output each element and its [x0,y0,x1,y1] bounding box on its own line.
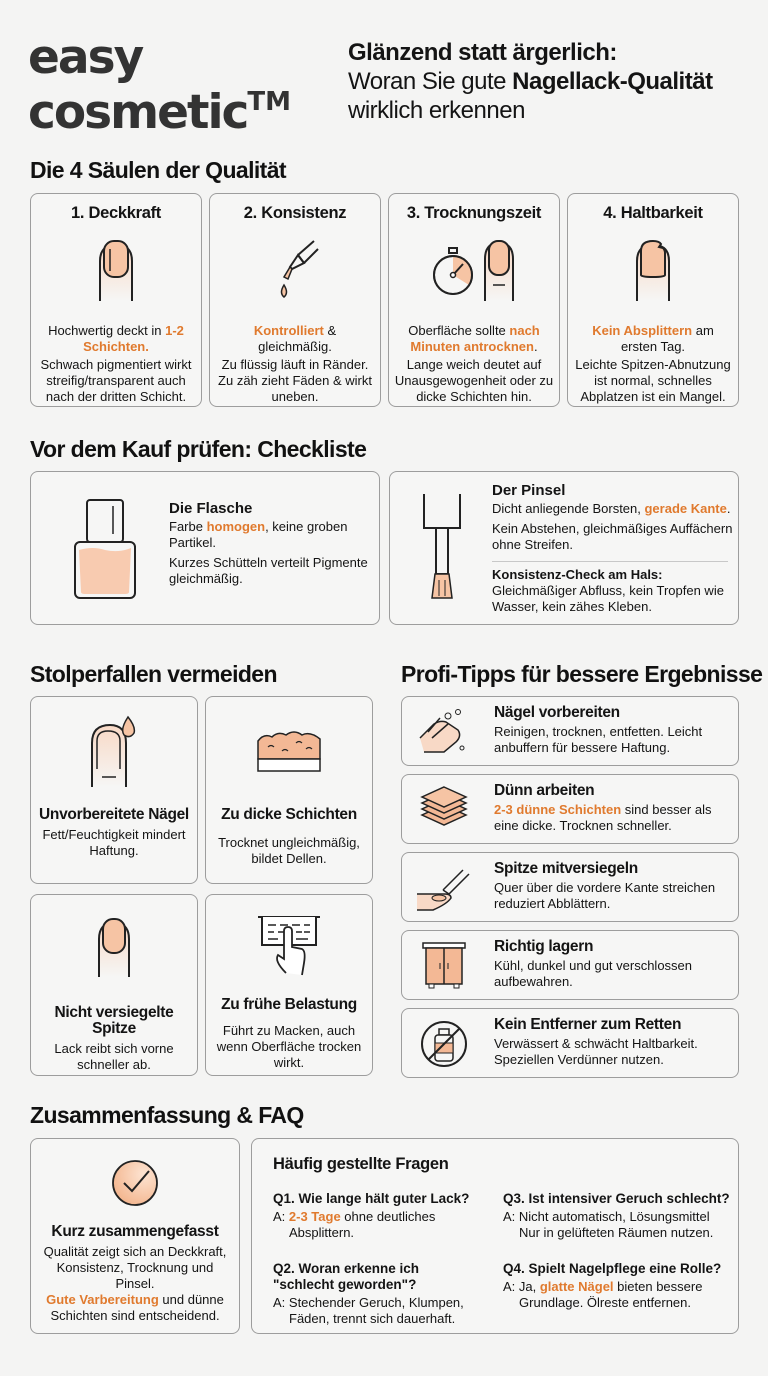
checklist-card-bottle: Die Flasche Farbe homogen, keine groben Partikel. Kurzes Schütteln verteilt Pigmente gleichmäßig. [30,471,380,625]
faq-item-q4: Q4. Spielt Nagelpflege eine Rolle? A: Ja, glatte Nägel bieten bessere Grundlage. Ölreste entfernen. [503,1261,722,1310]
fingernail-icon [31,231,201,307]
faq-card: Häufig gestellte Fragen Q1. Wie lange hält guter Lack? A: 2-3 Tage ohne deutliches Absplittern. Q2. Woran erkenne ich "schlecht geworden"? A: Stechender Geruch, Klumpen, Fäden, trennt sich dauerhaft. Q3. Ist intensiver Geruch schlecht? A: Nicht automatisch, Lösungsmittel Nur in gelüfteten Räumen nutzen. Q4. Spielt Nagelpflege eine Rolle? A: Ja, glatte Nägel bieten bessere Grundlage. Ölreste entfernen. [251,1138,739,1334]
tip-card-seal-tip: Spitze mitversiegeln Quer über die vordere Kante streichen reduziert Abblättern. [401,852,739,922]
pillar-title: 2. Konsistenz [243,204,347,222]
brush-icon [420,492,464,607]
fingernail-icon [31,907,197,987]
section-title-pillars: Die 4 Säulen der Qualität [30,157,286,183]
section-title-pitfalls: Stolperfallen vermeiden [30,661,277,687]
pitfall-card-unsealed-tip: Nicht versiegelte Spitze Lack reibt sich vorne schneller ab. [30,894,198,1076]
layers-icon [416,783,472,837]
pitfall-card-early-stress: Zu frühe Belastung Führt zu Macken, auch wenn Oberfläche trocken wirkt. [205,894,373,1076]
page-headline: Glänzend statt ärgerlich: Woran Sie gute Nagellack-Qualität wirklich erkennen [348,39,713,124]
thick-layer-icon [206,711,372,791]
painting-nail-tip-icon [416,861,472,915]
pillar-card-konsistenz: 2. Konsistenz Kontrolliert & gleichmäßig. Zu flüssig läuft in Ränder. Zu zäh zieht Fäden & wirkt uneben. [209,193,381,407]
no-remover-icon [416,1017,472,1071]
faq-item-q2: Q2. Woran erkenne ich "schlecht geworden"? A: Stechender Geruch, Klumpen, Fäden, trennt sich dauerhaft. [273,1261,464,1326]
pillar-title: 3. Trocknungszeit [406,204,542,222]
pillar-card-trocknungszeit: 3. Trocknungszeit Oberfläche sollte nach Minuten antrocknen. Lange weich deutet auf Unausgewogenheit oder zu dicke Schichten hin. [388,193,560,407]
pitfall-card-unprepared: Unvorbereitete Nägel Fett/Feuchtigkeit mindert Haftung. [30,696,198,884]
wet-nail-icon [31,711,197,791]
pitfall-card-thick-layers: Zu dicke Schichten Trocknet ungleichmäßig, bildet Dellen. [205,696,373,884]
brand-logo: easy cosmetic™ [28,30,292,140]
tip-card-prepare: Nägel vorbereiten Reinigen, trocknen, entfetten. Leicht anbuffern für bessere Haftung. [401,696,739,766]
section-title-tips: Profi-Tipps für bessere Ergebnisse [401,661,763,687]
chipped-nail-icon [568,231,738,307]
section-title-summary: Zusammenfassung & FAQ [30,1102,304,1128]
cabinet-icon [416,939,472,993]
stopwatch-nail-icon [389,231,559,307]
faq-item-q3: Q3. Ist intensiver Geruch schlecht? A: Nicht automatisch, Lösungsmittel Nur in gelüfteten Räumen nutzen. [503,1191,730,1240]
nail-polish-bottle-icon [73,498,137,605]
pillar-card-deckkraft: 1. Deckkraft Hochwertig deckt in 1-2 Schichten. Schwach pigmentiert wirkt streifig/transparent auch nach der dritten Schicht. [30,193,202,407]
divider [492,561,728,562]
checkmark-circle-icon [31,1159,239,1207]
washing-hands-icon [416,705,472,759]
summary-card: Kurz zusammengefasst Qualität zeigt sich an Deckkraft, Konsistenz, Trocknung und Pinsel. Gute Varbereitung und dünne Schichten sind entscheidend. [30,1138,240,1334]
tip-card-no-remover: Kein Entferner zum Retten Verwässert & schwächt Haltbarkeit. Speziellen Verdünner nutzen. [401,1008,739,1078]
brush-drop-icon [210,231,380,307]
checklist-card-brush: Der Pinsel Dicht anliegende Borsten, gerade Kante. Kein Abstehen, gleichmäßiges Auffächern ohne Streifen. Konsistenz-Check am Hals: Gleichmäßiger Abfluss, kein Tropfen wie Wasser, kein zähes Kleben. [389,471,739,625]
keyboard-finger-icon [206,905,372,985]
tip-card-thin: Dünn arbeiten 2-3 dünne Schichten sind besser als eine dicke. Trocknen schneller. [401,774,739,844]
pillar-title: 1. Deckkraft [71,204,161,222]
tip-card-storage: Richtig lagern Kühl, dunkel und gut verschlossen aufbewahren. [401,930,739,1000]
pillar-title: 4. Haltbarkeit [603,204,703,222]
pillar-card-haltbarkeit: 4. Haltbarkeit Kein Absplittern am ersten Tag. Leichte Spitzen-Abnutzung ist normal, schnelles Abplatzen ist ein Mangel. [567,193,739,407]
section-title-checklist: Vor dem Kauf prüfen: Checkliste [30,436,367,462]
faq-item-q1: Q1. Wie lange hält guter Lack? A: 2-3 Tage ohne deutliches Absplittern. [273,1191,470,1240]
